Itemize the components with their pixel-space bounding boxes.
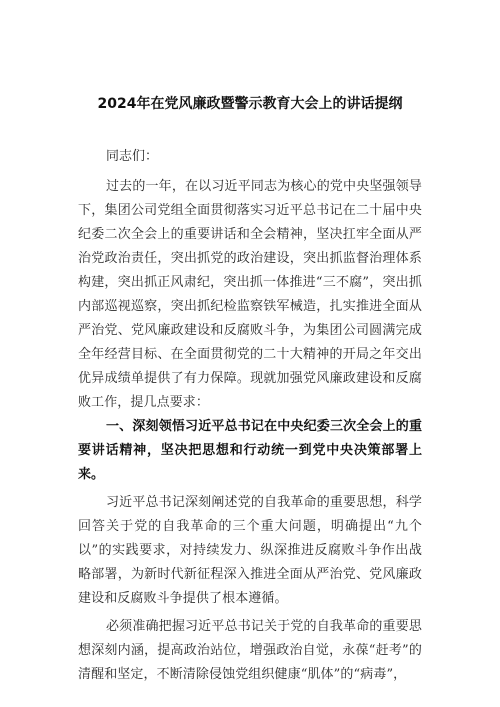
salutation: 同志们： xyxy=(106,149,159,164)
body-paragraph-1: 习近平总书记深刻阐述党的自我革命的重要思想，科学回答关于党的自我革命的三个重大问题，明确提出“九个以”的实践要求，对持续发力、纵深推进反腐败斗争作出战略部署，为新时代新征程深入推进全面从严治党、党风廉政建设和反腐败斗争提供了根本遵循。 xyxy=(78,495,422,606)
body-paragraph-2: 必须准确把握习近平总书记关于党的自我革命的重要思想深刻内涵，提高政治站位，增强政治自觉，永葆“赶考”的清醒和坚定，不断清除侵蚀党组织健康“肌体”的“病毒”， xyxy=(78,619,422,682)
intro-paragraph: 过去的一年，在以习近平同志为核心的党中央坚强领导下，集团公司党组全面贯彻落实习近平总书记在二十届中央纪委二次全会上的重要讲话和全会精神，坚决扛牢全面从严治党政治责任，突出抓党的政治建设，突出抓监督治理体系构建，突出抓正风肃纪，突出抓一体推进“三不腐”，突出抓内部巡视巡察，突出抓纪检监察铁军械造，扎实推进全面从严治党、党风廉政建设和反腐败斗争，为集团公司圆满完成全年经营目标、在全面贯彻党的二十大精神的开局之年交出优异成绩单提供了有力保障。现就加强党风廉政建设和反腐败工作，提几点要求： xyxy=(78,179,422,410)
document-title: 2024年在党风廉政暨警示教育大会上的讲话提纲 xyxy=(97,96,403,112)
section-heading-1: 一、深刻领悟习近平总书记在中央纪委三次全会上的重要讲话精神，坚决把思想和行动统一到党中央决策部署上来。 xyxy=(78,419,422,482)
